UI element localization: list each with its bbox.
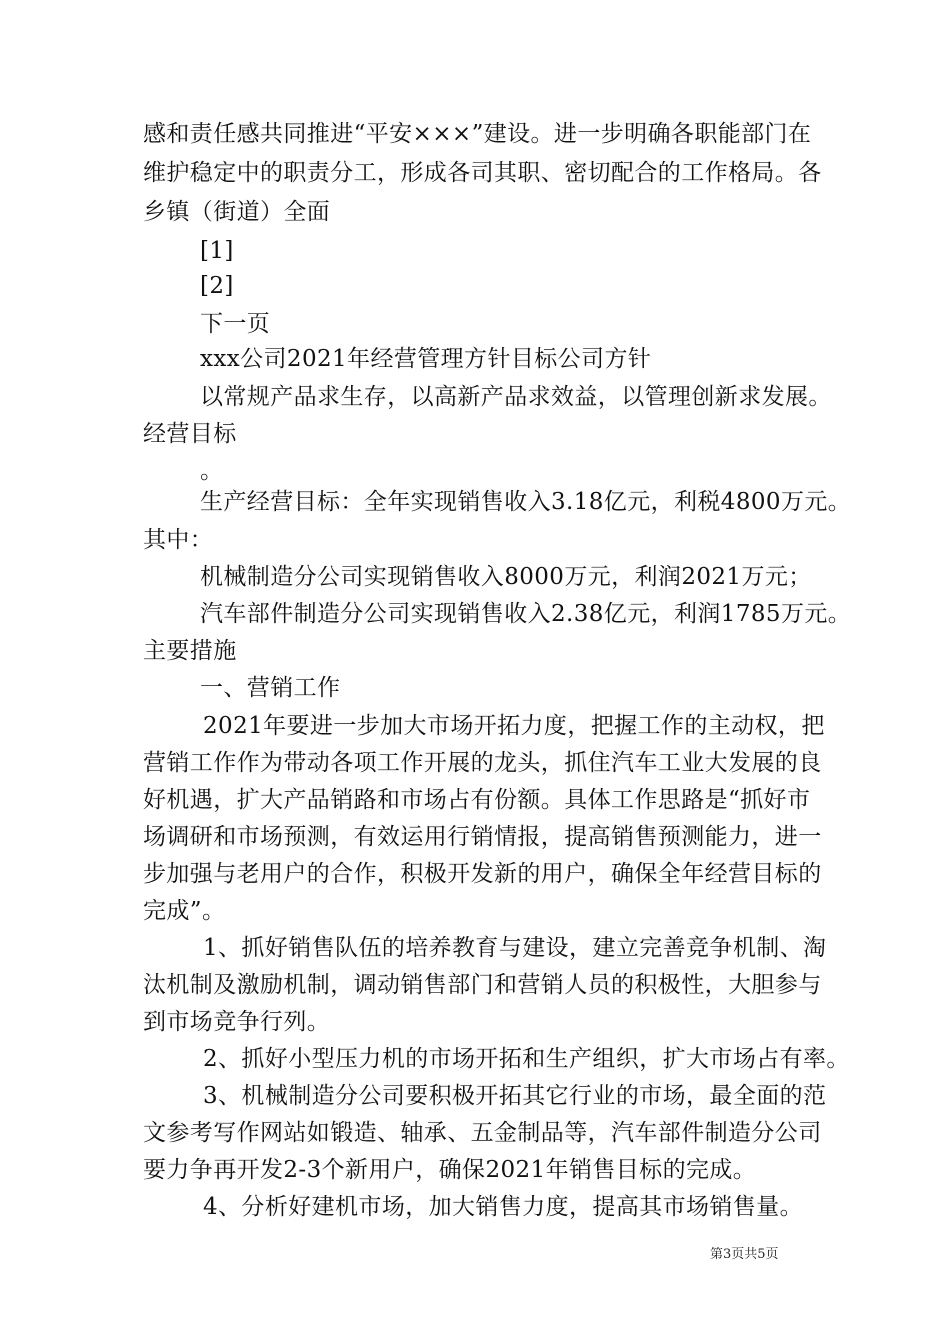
text-line: 机械制造分公司实现销售收入8000万元，利润2021万元；	[200, 564, 812, 590]
text-line: 汽车部件制造分公司实现销售收入2.38亿元，利润1785万元。	[200, 601, 852, 627]
text-line: 好机遇，扩大产品销路和市场占有份额。具体工作思路是“抓好市	[143, 787, 811, 813]
page-link-1[interactable]: [1]	[200, 238, 234, 264]
section-title: xxx公司2021年经营管理方针目标公司方针	[200, 346, 652, 372]
text-line: 营销工作作为带动各项工作开展的龙头，抓住汽车工业大发展的良	[143, 750, 822, 776]
text-line: 场调研和市场预测，有效运用行销情报，提高销售预测能力，进一	[143, 824, 822, 850]
text-line: 步加强与老用户的合作，积极开发新的用户，确保全年经营目标的	[143, 861, 822, 887]
page-number: 第3页共5页	[710, 1247, 779, 1262]
text-line: 生产经营目标：全年实现销售收入3.18亿元，利税4800万元。	[200, 489, 852, 515]
text-line: 2021年要进一步加大市场开拓力度，把握工作的主动权，把	[203, 713, 825, 739]
next-page-link[interactable]: 下一页	[200, 311, 271, 337]
list-item: 1、抓好销售队伍的培养教育与建设，建立完善竞争机制、淘	[203, 935, 827, 961]
list-item: 4、分析好建机市场，加大销售力度，提高其市场销售量。	[203, 1194, 804, 1220]
list-item: 3、机械制造分公司要积极开拓其它行业的市场，最全面的范	[203, 1083, 827, 1109]
list-item: 2、抓好小型压力机的市场开拓和生产组织，扩大市场占有率。	[203, 1046, 850, 1072]
text-line: 要力争再开发2-3个新用户，确保2021年销售目标的完成。	[143, 1157, 757, 1183]
section-heading: 经营目标	[143, 421, 237, 447]
text-line: 以常规产品求生存，以高新产品求效益，以管理创新求发展。	[200, 384, 832, 410]
subsection-heading: 一、营销工作	[200, 675, 341, 701]
page-link-2[interactable]: [2]	[200, 273, 234, 299]
text-line: 文参考写作网站如锻造、轴承、五金制品等，汽车部件制造分公司	[143, 1120, 822, 1146]
text-line: 汰机制及激励机制，调动销售部门和营销人员的积极性，大胆参与	[143, 972, 822, 998]
text-line: 乡镇（街道）全面	[143, 199, 331, 225]
text-line: 维护稳定中的职责分工，形成各司其职、密切配合的工作格局。各	[143, 160, 822, 186]
text-line: 到市场竞争行列。	[143, 1009, 331, 1035]
text-line: 感和责任感共同推进“平安×××”建设。进一步明确各职能部门在	[143, 121, 812, 147]
text-line: 其中：	[143, 527, 214, 553]
text-line: 。	[200, 458, 224, 484]
text-line: 完成”。	[143, 898, 226, 924]
section-heading: 主要措施	[143, 638, 237, 664]
